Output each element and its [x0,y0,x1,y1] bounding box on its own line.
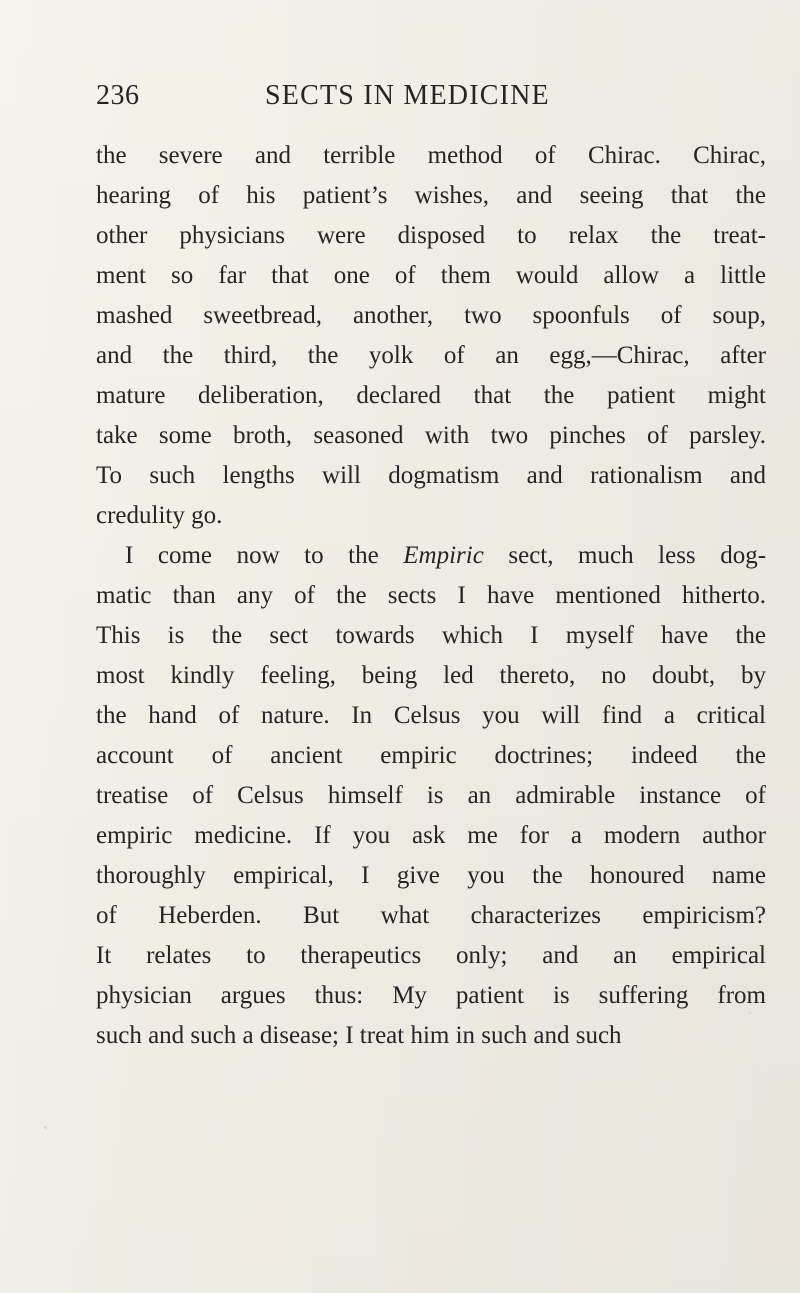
text-line: matic than any of the sects I have mentioned hitherto. [96,582,766,609]
paragraph-start-line [96,536,766,576]
text-line: mashed sweetbread, another, two spoonfuls of soup, [96,302,766,329]
text-line: This is the sect towards which I myself have the [96,622,766,649]
paper-speck [44,1126,47,1129]
text-line: hearing of his patient’s wishes, and seeing that the [96,182,766,209]
page-number: 236 [96,80,140,111]
text-line: mature deliberation, declared that the patient might [96,382,766,409]
text-line: most kindly feeling, being led thereto, no doubt, by [96,662,766,689]
running-head: SECTS IN MEDICINE [265,80,550,111]
paper-speck [749,1012,751,1014]
text-line: treatise of Celsus himself is an admirable instance of [96,782,766,809]
text-segment: sect, much less dog- [508,542,767,569]
emphasized-word: Empiric [403,542,484,569]
text-line: other physicians were disposed to relax the treat- [96,222,766,249]
text-line: of Heberden. But what characterizes empiricism? [96,902,766,929]
text-line: thoroughly empirical, I give you the honoured name [96,862,766,889]
text-line: take some broth, seasoned with two pinches of parsley. [96,422,766,449]
text-line: physician argues thus: My patient is suffering from [96,982,766,1009]
text-line: the severe and terrible method of Chirac. Chirac, [96,142,766,169]
text-line: and the third, the yolk of an egg,—Chirac, after [96,342,766,369]
page-header [96,80,728,124]
text-line: credulity go. [96,502,223,529]
text-line: such and such a disease; I treat him in such and such [96,1022,622,1049]
text-line: the hand of nature. In Celsus you will find a critical [96,702,766,729]
text-line: It relates to therapeutics only; and an empirical [96,942,766,969]
text-line: empiric medicine. If you ask me for a modern author [96,822,766,849]
body-text [96,136,766,1056]
text-line: account of ancient empiric doctrines; indeed the [96,742,766,769]
text-line: ment so far that one of them would allow a little [96,262,766,289]
text-line: To such lengths will dogmatism and rationalism and [96,462,766,489]
text-segment: I come now to the [125,542,379,569]
